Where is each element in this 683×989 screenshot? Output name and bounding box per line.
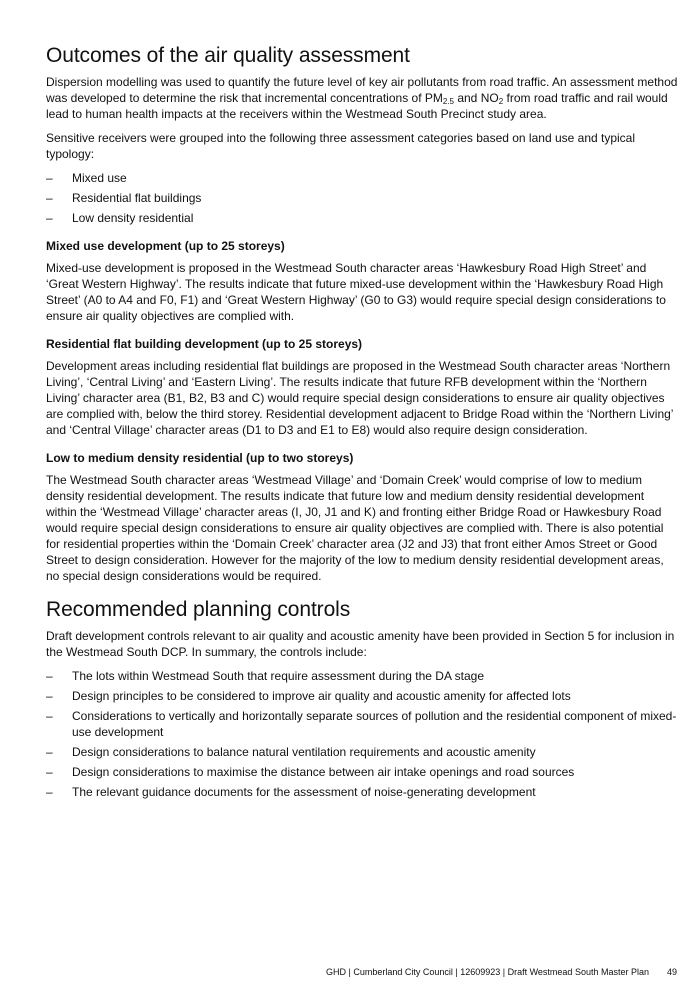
no2-subscript: 2 — [498, 97, 504, 106]
list-item: – Low density residential — [46, 211, 194, 225]
mixed-use-text: Mixed-use development is proposed in the Westmead South character areas ‘Hawkesbury Road High Street’ and ‘Great Western Highway’. The results indicate that future mixed-use development within the ‘Hawkesbury Road High Street’ (A0 to A4 and F0, F1) and ‘Great Western Highway’ (G0 to G3) would require special design considerations to ensure air quality objectives are complied with. — [46, 261, 666, 323]
section-heading-outcomes: Outcomes of the air quality assessment — [46, 44, 410, 67]
categories-list — [46, 170, 678, 226]
controls-list — [46, 668, 678, 800]
pm-subscript: 2.5 — [442, 97, 454, 106]
list-item: – The lots within Westmead South that require assessment during the DA stage — [46, 669, 484, 683]
mixed-use-heading: Mixed use development (up to 25 storeys) — [46, 239, 285, 253]
footer-text: GHD | Cumberland City Council | 12609923 | Draft Westmead South Master Plan — [325, 967, 649, 977]
section-heading-planning-controls: Recommended planning controls — [46, 598, 351, 621]
rfb-heading: Residential flat building development (up to 25 storeys) — [46, 337, 363, 351]
low-density-text: The Westmead South character areas ‘Westmead Village’ and ‘Domain Creek’ would comprise of low to medium density residential development. The results indicate that future low and medium density residential development within the ‘Westmead Village’ character areas (I, J0, J1 and K) and fronting either Bridge Road or Hawkesbury Road would require special design considerations to ensure air quality objectives are complied with. There is also potential for residential properties within the ‘Domain Creek’ character area (J2 and J3) that front either Amos Street or Good Street to design consideration. However for the majority of the low to medium density residential development areas, no special design considerations would be required. — [46, 473, 664, 583]
low-density-heading: Low to medium density residential (up to two storeys) — [46, 451, 354, 465]
list-item: – Mixed use — [46, 171, 127, 185]
planning-intro: Draft development controls relevant to air quality and acoustic amenity have been provided in Section 5 for inclusion in the Westmead South DCP. In summary, the controls include: — [46, 629, 675, 659]
list-item: – Design considerations to balance natural ventilation requirements and acoustic amenity — [46, 745, 536, 759]
intro-text-part: and NO — [454, 91, 499, 105]
rfb-text: Development areas including residential flat buildings are proposed in the Westmead South character areas ‘Northern Living’, ‘Central Living’ and ‘Eastern Living’. The results indicate that future RFB development within the ‘Northern Living’ character area (B1, B2, B3 and C) would require special design considerations to ensure air quality objectives are complied with, below the third storey. Residential development adjacent to Bridge Road within the ‘Northern Living’ and ‘Central Village’ character areas (D1 to D3 and E1 to E8) would also require design consideration. — [46, 359, 674, 437]
list-item: – Design considerations to maximise the distance between air intake openings and road sources — [46, 765, 575, 779]
page-footer — [326, 967, 677, 977]
intro-paragraph — [46, 74, 678, 122]
categories-intro: Sensitive receivers were grouped into the following three assessment categories based on land use and typical typology: — [46, 131, 636, 161]
intro-text-part: Dispersion modelling was used to quantify the future level of key air pollutants from road traffic. An assessment method was developed to determine the risk that incremental concentrations of PM — [46, 75, 678, 105]
page-number: 49 — [666, 967, 677, 977]
page-content — [46, 44, 678, 806]
list-item: – Residential flat buildings — [46, 191, 202, 205]
list-item: – Design principles to be considered to improve air quality and acoustic amenity for affected lots — [46, 689, 571, 703]
list-item: – Considerations to vertically and horizontally separate sources of pollution and the residential component of mixed-use development — [46, 709, 677, 739]
intro-text-part: from road traffic and rail would lead to human health impacts at the receivers within the Westmead South Precinct study area. — [46, 91, 668, 121]
list-item: – The relevant guidance documents for the assessment of noise-generating development — [46, 785, 536, 799]
